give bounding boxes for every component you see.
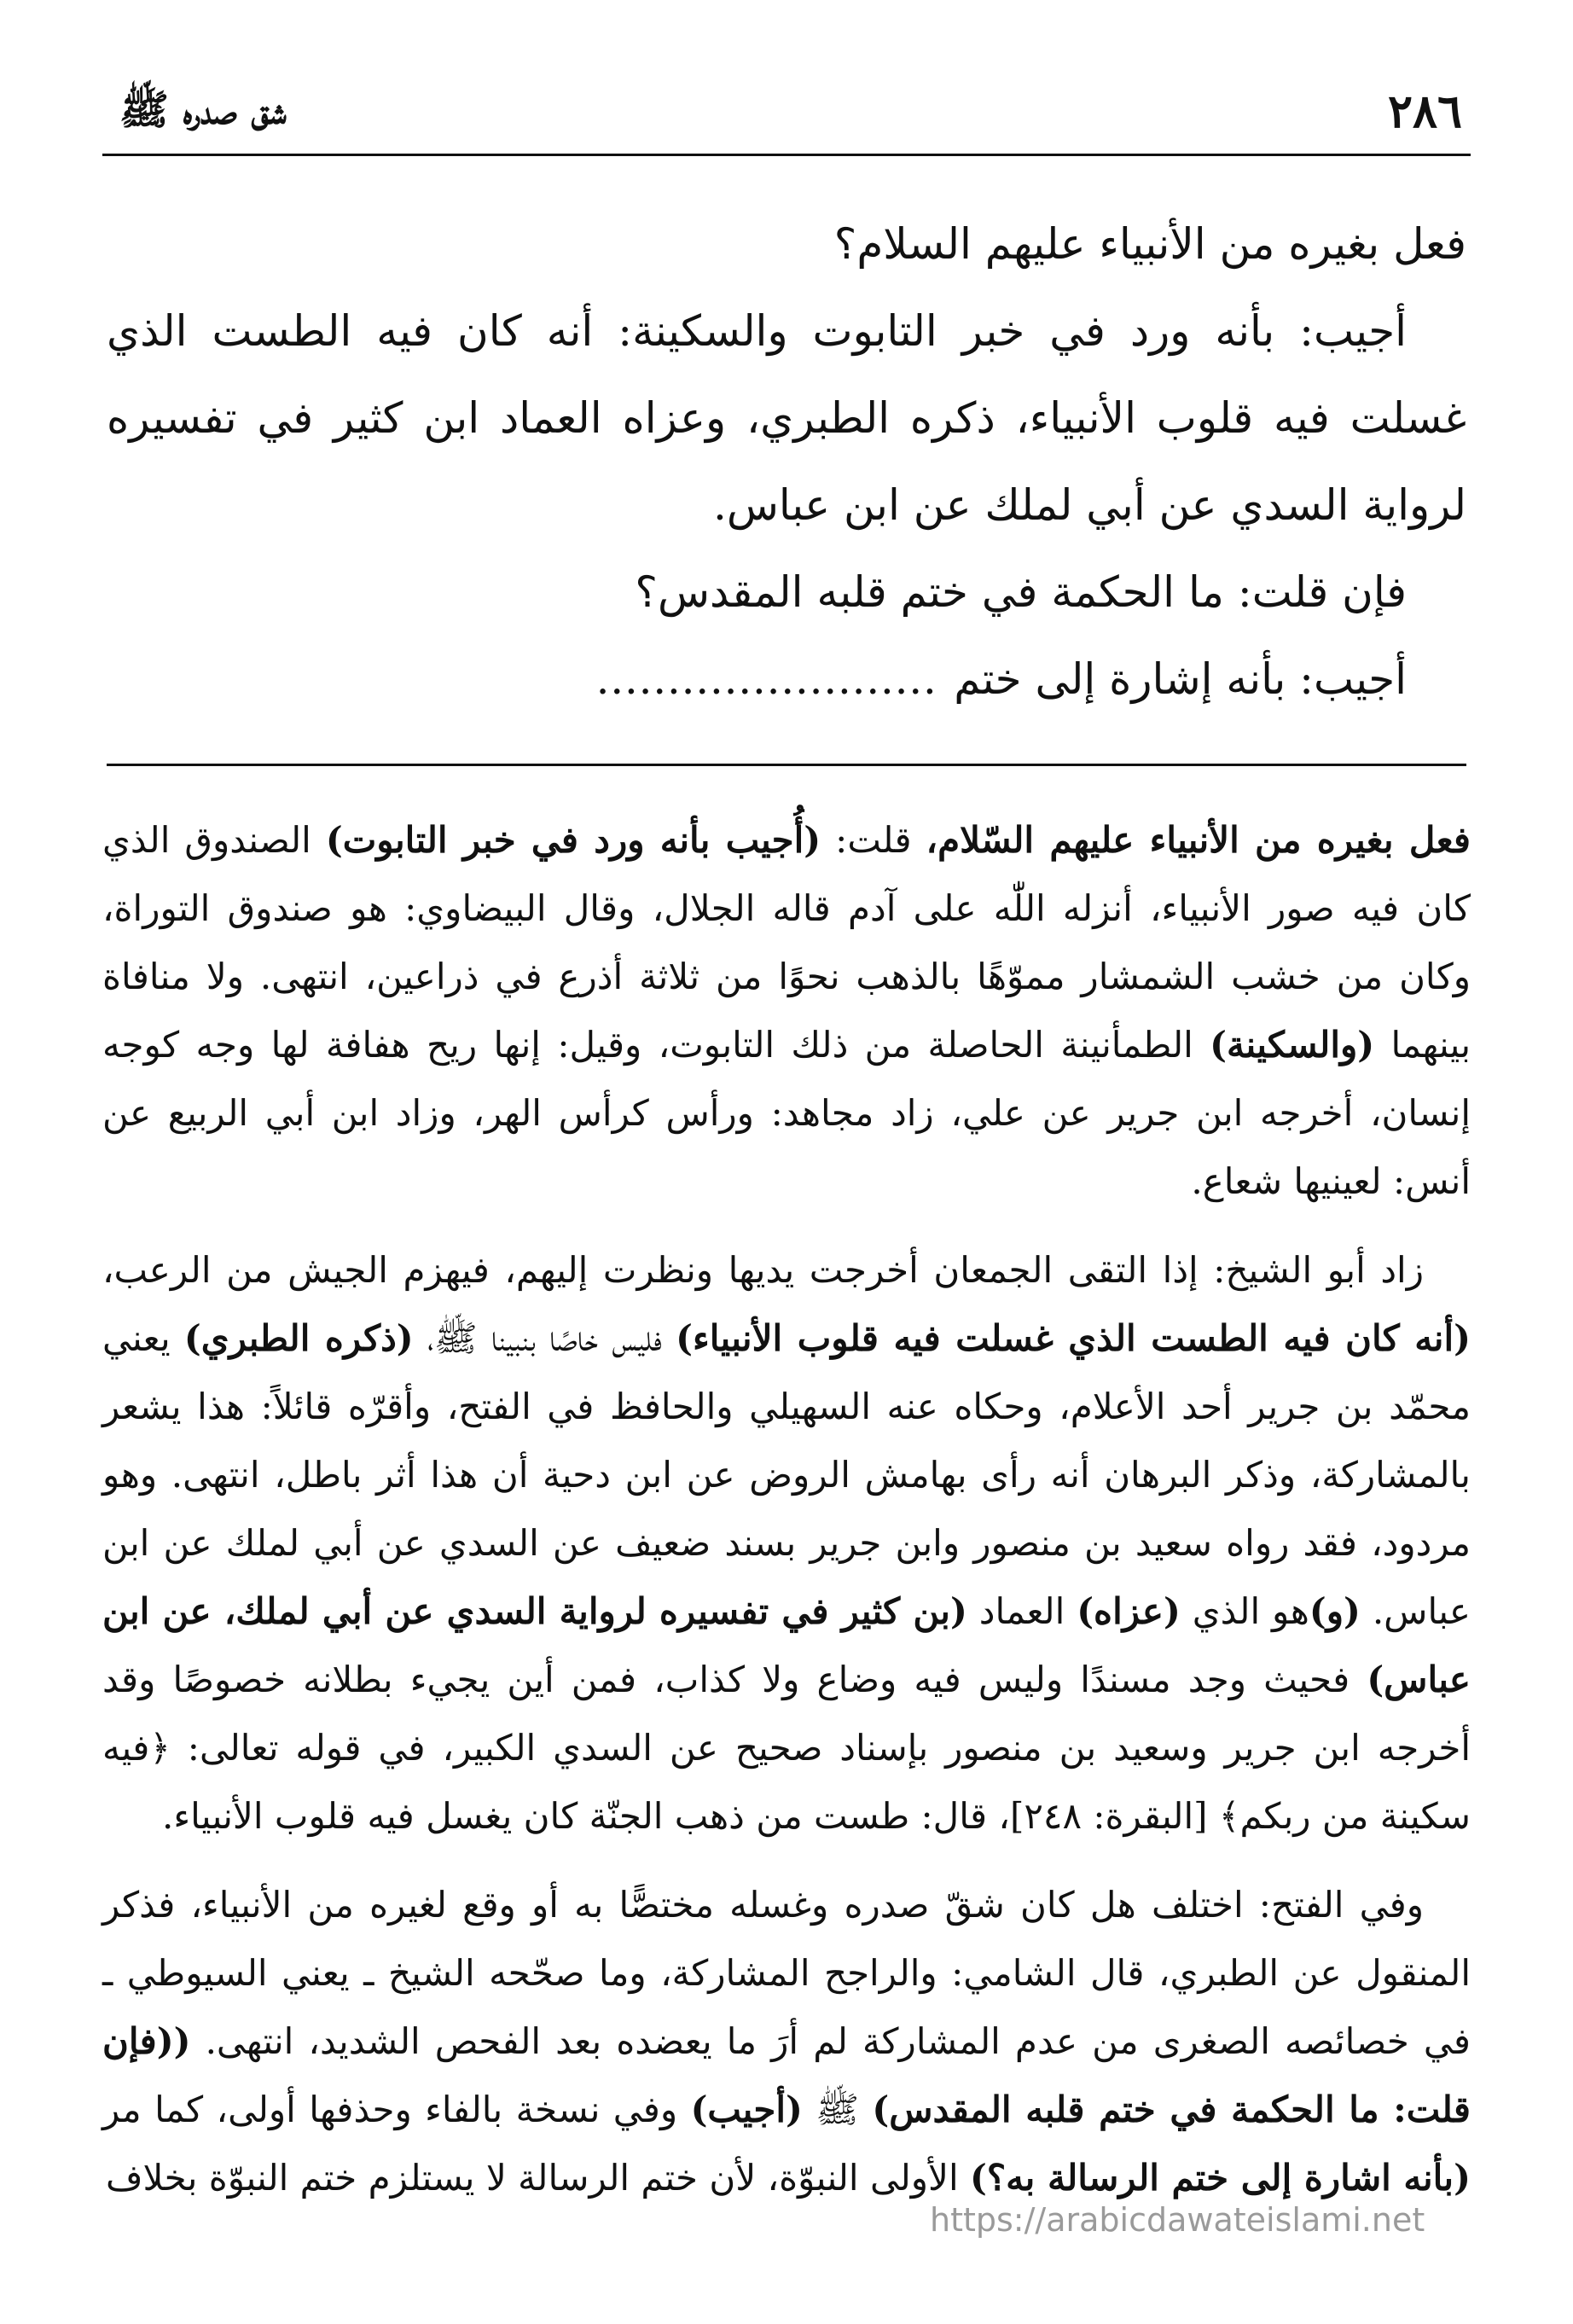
main-paragraph-4-text: أجيب: بأنه إشارة إلى ختم (954, 654, 1407, 704)
quoted-matn-segment: (عزاه) (1077, 1590, 1181, 1632)
commentary-paragraph-2 (102, 1236, 1471, 1850)
quoted-matn-segment: (أجيب) (690, 2089, 803, 2130)
commentary-segment: وفي الفتح: اختلف هل كان شقّ صدره وغسله مختصًّا به أو وقع لغيره من الأنبياء، فذكر المنقول عن الطبري، قال الشامي: والراجح المشاركة، وما صحّحه الشيخ ـ يعني السيوطي ـ في خصائصه الصغرى من عدم المشاركة لم أرَ ما يعضده بعد الفحص الشديد، انتهى. (102, 1884, 1471, 2062)
commentary-segment: يعني محمّد بن جرير أحد الأعلام، وحكاه عنه السهيلي والحافظ في الفتح، وأقرّه قائلاً: هذا يشعر بالمشاركة، وذكر البرهان أنه رأى بهامش الروض عن ابن دحية أن هذا أثر باطل، انتهى. وهو مردود، فقد رواه سعيد بن منصور وابن جرير بسند ضعيف عن السدي عن أبي لملك عن ابن عباس. (102, 1317, 1471, 1632)
quoted-matn-segment: ((فإن قلت: ما الحكمة في ختم قلبه المقدس) (102, 2020, 1471, 2130)
quoted-matn-segment: (أُجيب بأنه ورد في خبر التابوت) (325, 819, 821, 861)
commentary-segment: الطمأنينة الحاصلة من ذلك التابوت، وقيل: إنها ريح هفافة لها وجه كوجه إنسان، أخرجه ابن جرير عن علي، زاد مجاهد: ورأس كرأس الهر، وزاد ابن أبي الربيع عن أنس: لعينيها شعاع. (102, 1024, 1471, 1202)
page-header (102, 77, 1471, 156)
commentary-segment: العماد (966, 1590, 1077, 1632)
main-paragraph-2: أجيب: بأنه ورد في خبر التابوت والسكينة: أنه كان فيه الطست الذي غسلت فيه قلوب الأنبياء، ذكره الطبري، وعزاه العماد ابن كثير في تفسيره لرواية السدي عن أبي لملك عن ابن عباس. (107, 306, 1466, 530)
commentary-paragraph-3 (102, 1871, 1471, 2212)
commentary-segment: قلت: (821, 819, 926, 861)
quoted-matn-segment: فعل بغيره من الأنبياء عليهم السّلام، (926, 819, 1471, 861)
commentary-segment: زاد أبو الشيخ: إذا التقى الجمعان أخرجت يديها ونظرت إليهم، فيهزم الجيش من الرعب، (102, 1249, 1424, 1291)
quoted-matn-segment: (أنه كان فيه الطست الذي غسلت فيه قلوب الأنبياء) (676, 1317, 1471, 1359)
quoted-matn-segment: (و) (1309, 1590, 1361, 1632)
watermark-url: https://arabicdawateislami.net (930, 2201, 1425, 2239)
commentary-segment: هو الذي (1180, 1590, 1309, 1632)
main-paragraph-1: فعل بغيره من الأنبياء عليهم السلام؟ (833, 219, 1466, 269)
commentary-segment: فليس خاصًا بنبينا ﷺ، (413, 1317, 676, 1359)
commentary-segment: وفي نسخة بالفاء وحذفها أولى، كما مر (102, 2089, 691, 2130)
ellipsis-dots: …………………… (595, 654, 937, 704)
commentary-paragraph-1 (102, 806, 1471, 1216)
main-paragraph-4 (107, 636, 1466, 723)
quoted-matn-segment: (بأنه اشارة إلى ختم الرسالة به؟) (970, 2157, 1471, 2199)
running-title: شق صدره ﷺ (119, 86, 287, 134)
commentary-segment: ﷺ (802, 2089, 873, 2130)
quoted-matn-segment: (والسكينة) (1210, 1024, 1375, 1066)
commentary-text (102, 806, 1471, 2233)
quoted-matn-segment: (بن كثير في تفسيره لرواية السدي عن أبي لملك، عن ابن عباس) (102, 1590, 1471, 1700)
main-text (107, 200, 1466, 723)
commentary-segment: الأولى النبوّة، لأن ختم الرسالة لا يستلزم ختم النبوّة بخلاف (106, 2157, 970, 2199)
section-divider (107, 764, 1466, 766)
commentary-segment: فحيث وجد مسندًا وليس فيه وضاع ولا كذاب، فمن أين يجيء بطلانه خصوصًا وقد أخرجه ابن جرير وسعيد بن منصور بإسناد صحيح عن السدي الكبير، في قوله تعالى: ﴿فيه سكينة من ربكم﴾ [البقرة: ٢٤٨]، قال: طست من ذهب الجنّة كان يغسل فيه قلوب الأنبياء. (102, 1659, 1471, 1837)
main-paragraph-3: فإن قلت: ما الحكمة في ختم قلبه المقدس؟ (635, 567, 1407, 617)
page-number: ٢٨٦ (1387, 84, 1462, 138)
quoted-matn-segment: (ذكره الطبري) (183, 1317, 414, 1359)
commentary-segment: الصندوق الذي كان فيه صور الأنبياء، أنزله اللّٰه على آدم قاله الجلال، وقال البيضاوي: هو صندوق التوراة، وكان من خشب الشمشار مموّهًا بالذهب نحوًا من ثلاثة أذرع في ذراعين، انتهى. ولا منافاة بينهما (102, 819, 1471, 1066)
